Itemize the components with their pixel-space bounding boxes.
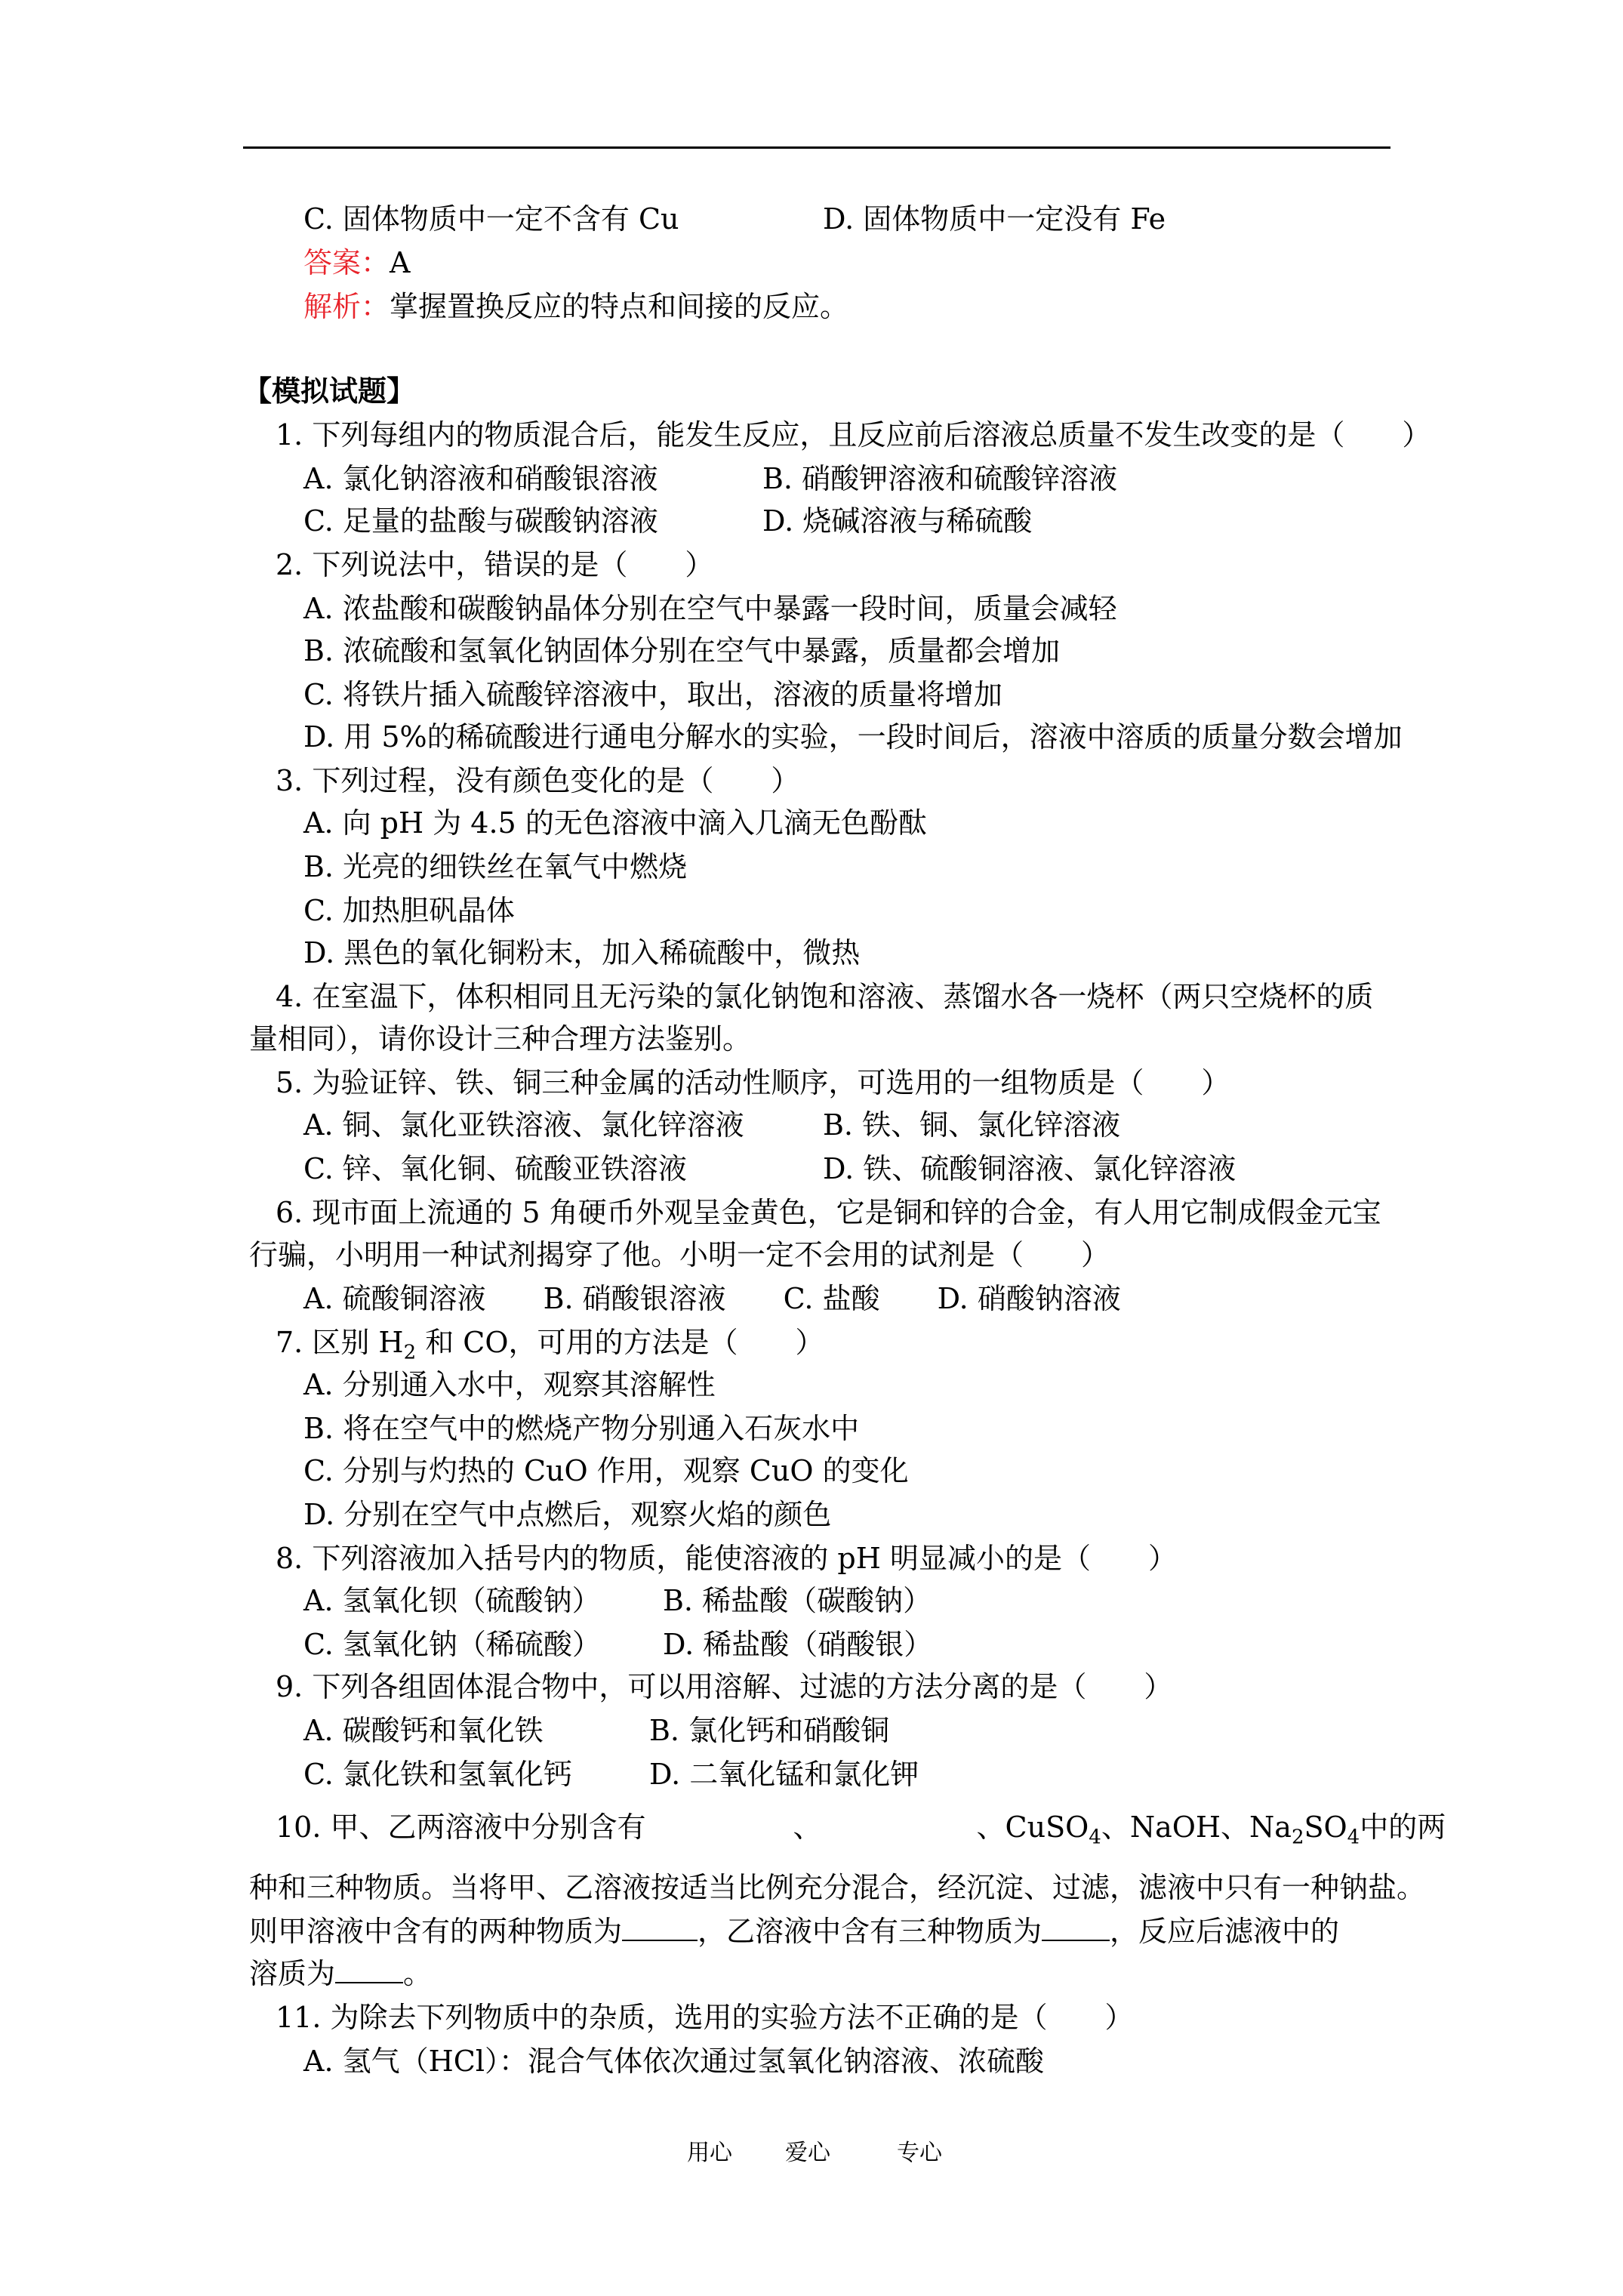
q10-part6: 中的两	[1360, 1811, 1446, 1844]
q10-blank-3	[335, 1956, 403, 1983]
q1-option-d: D. 烧碱溶液与稀硫酸	[762, 504, 1033, 538]
q10-line3b: ，乙溶液中含有三种物质为	[698, 1915, 1042, 1948]
analysis-text: 掌握置换反应的特点和间接的反应。	[390, 290, 849, 323]
q10-sub1: 4	[1089, 1826, 1101, 1849]
q3-option-b: B. 光亮的细铁丝在氧气中燃烧	[303, 850, 688, 883]
q7-stem-post: 和 CO，可用的方法是（ ）	[416, 1326, 824, 1359]
q6-line2: 行骗，小明用一种试剂揭穿了他。小明一定不会用的试剂是（ ）	[249, 1238, 1110, 1271]
q3-option-a: A. 向 pH 为 4.5 的无色溶液中滴入几滴无色酚酞	[303, 806, 927, 840]
q2-option-a: A. 浓盐酸和碳酸钠晶体分别在空气中暴露一段时间，质量会减轻	[303, 592, 1117, 625]
q10-blank-1	[622, 1914, 698, 1941]
q2-option-c: C. 将铁片插入硫酸锌溶液中，取出，溶液的质量将增加	[303, 678, 1002, 711]
q3-stem: 3. 下列过程，没有颜色变化的是（ ）	[276, 764, 800, 797]
q11-stem: 11. 为除去下列物质中的杂质，选用的实验方法不正确的是（ ）	[276, 2001, 1134, 2034]
option-c: C. 固体物质中一定不含有 Cu	[303, 202, 679, 236]
q10-line4	[249, 1955, 432, 1992]
q10-part2: 、	[793, 1811, 822, 1844]
answer-line	[303, 245, 410, 281]
q10-line1	[276, 1809, 1446, 1849]
q10-blank-2	[1042, 1914, 1110, 1941]
q1-option-b: B. 硝酸钾溶液和硫酸锌溶液	[762, 462, 1118, 495]
q10-part3: 、CuSO	[976, 1811, 1089, 1844]
q9-option-d: D. 二氧化锰和氯化钾	[649, 1758, 919, 1791]
q1-option-a: A. 氯化钠溶液和硝酸银溶液	[303, 462, 658, 495]
q9-stem: 9. 下列各组固体混合物中，可以用溶解、过滤的方法分离的是（ ）	[276, 1670, 1173, 1703]
q8-stem: 8. 下列溶液加入括号内的物质，能使溶液的 pH 明显减小的是（ ）	[276, 1542, 1177, 1575]
q6-line1: 6. 现市面上流通的 5 角硬币外观呈金黄色，它是铜和锌的合金，有人用它制成假金元宝	[276, 1196, 1381, 1229]
q9-option-a: A. 碳酸钙和氧化铁	[303, 1714, 544, 1747]
q5-stem: 5. 为验证锌、铁、铜三种金属的活动性顺序，可选用的一组物质是（ ）	[276, 1066, 1230, 1099]
q4-line2: 量相同），请你设计三种合理方法鉴别。	[249, 1022, 752, 1056]
footer-text-1: 用心	[687, 2140, 732, 2166]
q5-option-d: D. 铁、硫酸铜溶液、氯化锌溶液	[823, 1152, 1236, 1185]
q8-option-d: D. 稀盐酸（硝酸银）	[663, 1628, 933, 1661]
q10-part4: 、NaOH、Na	[1101, 1811, 1292, 1844]
q8-option-a: A. 氢氧化钡（硫酸钠）	[303, 1584, 601, 1617]
q10-line3c: ，反应后滤液中的	[1110, 1915, 1340, 1948]
q10-line3a: 则甲溶液中含有的两种物质为	[249, 1915, 623, 1948]
q9-option-c: C. 氯化铁和氢氧化钙	[303, 1758, 572, 1791]
q7-option-c: C. 分别与灼热的 CuO 作用，观察 CuO 的变化	[303, 1454, 909, 1487]
q3-option-c: C. 加热胆矾晶体	[303, 894, 515, 927]
q10-sub3: 4	[1347, 1826, 1360, 1849]
q10-part1: 10. 甲、乙两溶液中分别含有	[276, 1811, 646, 1844]
q7-option-d: D. 分别在空气中点燃后，观察火焰的颜色	[303, 1498, 832, 1531]
option-d: D. 固体物质中一定没有 Fe	[823, 202, 1166, 236]
section-title: 【模拟试题】	[243, 374, 416, 408]
q6-options: A. 硫酸铜溶液 B. 硝酸银溶液 C. 盐酸 D. 硝酸钠溶液	[303, 1282, 1121, 1315]
q11-option-a: A. 氢气（HCl）：混合气体依次通过氢氧化钠溶液、浓硫酸	[303, 2045, 1044, 2078]
q10-line4a: 溶质为	[249, 1957, 336, 1990]
q7-stem-pre: 7. 区别 H	[276, 1326, 404, 1359]
q2-option-b: B. 浓硫酸和氢氧化钠固体分别在空气中暴露，质量都会增加	[303, 634, 1061, 667]
q5-option-a: A. 铜、氯化亚铁溶液、氯化锌溶液	[303, 1108, 744, 1142]
q10-line4b: 。	[403, 1957, 433, 1990]
q10-part5: SO	[1304, 1811, 1347, 1844]
q8-option-b: B. 稀盐酸（碳酸钠）	[663, 1584, 932, 1617]
q10-sub2: 2	[1291, 1826, 1304, 1849]
q8-option-c: C. 氢氧化钠（稀硫酸）	[303, 1628, 601, 1661]
footer-text-3: 专心	[897, 2140, 942, 2166]
header-rule	[243, 146, 1390, 149]
q1-stem: 1. 下列每组内的物质混合后，能发生反应，且反应前后溶液总质量不发生改变的是（ ）	[276, 418, 1431, 451]
q7-stem	[276, 1324, 824, 1364]
q4-line1: 4. 在室温下，体积相同且无污染的氯化钠饱和溶液、蒸馏水各一烧杯（两只空烧杯的质	[276, 980, 1374, 1013]
q2-stem: 2. 下列说法中，错误的是（ ）	[276, 548, 714, 581]
footer-text-2: 爱心	[785, 2140, 830, 2166]
answer-value: A	[390, 246, 411, 279]
analysis-label: 解析：	[303, 290, 390, 323]
q5-option-b: B. 铁、铜、氯化锌溶液	[823, 1108, 1121, 1142]
q1-option-c: C. 足量的盐酸与碳酸钠溶液	[303, 504, 658, 538]
analysis-line	[303, 288, 848, 325]
q7-option-b: B. 将在空气中的燃烧产物分别通入石灰水中	[303, 1412, 860, 1445]
q3-option-d: D. 黑色的氧化铜粉末，加入稀硫酸中，微热	[303, 936, 861, 969]
q10-line2: 种和三种物质。当将甲、乙溶液按适当比例充分混合，经沉淀、过滤，滤液中只有一种钠盐。	[249, 1871, 1426, 1904]
answer-label: 答案：	[303, 246, 390, 279]
q2-option-d: D. 用 5%的稀硫酸进行通电分解水的实验，一段时间后，溶液中溶质的质量分数会增加	[303, 720, 1403, 754]
q5-option-c: C. 锌、氧化铜、硫酸亚铁溶液	[303, 1152, 687, 1185]
q7-subscript: 2	[403, 1341, 417, 1364]
q10-line3	[249, 1913, 1339, 1949]
q7-option-a: A. 分别通入水中，观察其溶解性	[303, 1368, 716, 1401]
q9-option-b: B. 氯化钙和硝酸铜	[649, 1714, 890, 1747]
